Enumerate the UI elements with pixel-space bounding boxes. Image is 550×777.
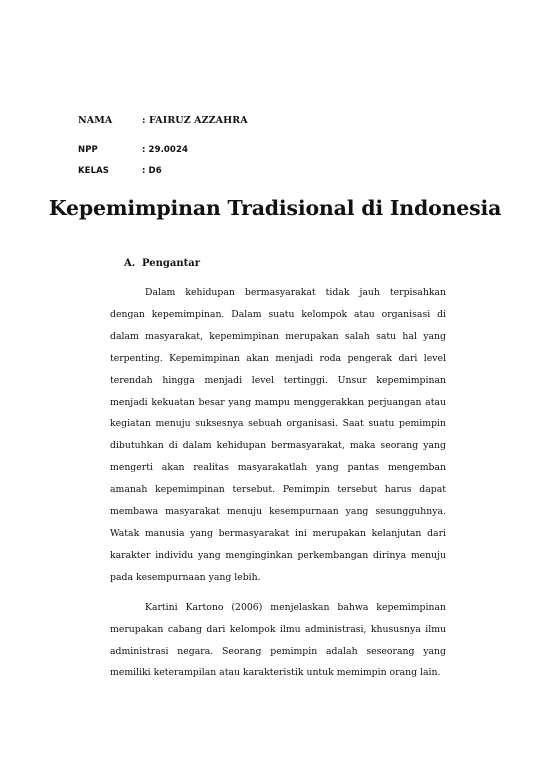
identity-row-name: [78, 110, 478, 130]
npp-value: : 29.0024: [142, 145, 188, 155]
paragraph-1: Dalam kehidupan bermasyarakat tidak jauh terpisahkan dengan kepemimpinan. Dalam suatu kelompok atau organisasi di dalam masyarakat, kepemimpinan merupakan salah satu hal yang terpenting. Kepemimpinan akan menjadi roda pengerak dari level terendah hingga menjadi level tertinggi. Unsur kepemimpinan menjadi kekuatan besar yang mampu menggerakkan perjuangan atau kegiatan menuju suksesnya sebuah organisasi. Saat suatu pemimpin dibutuhkan di dalam kehidupan bermasyarakat, maka seorang yang mengerti akan realitas masyarakatlah yang pantas mengemban amanah kepemimpinan tersebut. Pemimpin tersebut harus dapat membawa masyarakat menuju kesempurnaan yang sesungguhnya. Watak manusia yang bermasyarakat ini merupakan kelanjutan dari karakter individu yang menginginkan perkembangan dirinya menuju pada kesempurnaan yang lebih.: [110, 287, 446, 583]
paragraph-2: Kartini Kartono (2006) menjelaskan bahwa kepemimpinan merupakan cabang dari kelompok ilmu administrasi, khususnya ilmu administrasi negara. Seorang pemimpin adalah seseorang yang memiliki keterampilan atau karakteristik untuk memimpin orang lain.: [110, 601, 446, 679]
identity-row-kelas: [78, 162, 478, 180]
section-number: A.: [124, 258, 136, 269]
document-title: Kepemimpinan Tradisional di Indonesia: [48, 196, 502, 220]
section-heading: [124, 258, 200, 269]
body-text: [110, 282, 446, 684]
name-label: NAMA: [78, 114, 113, 126]
student-identity: [78, 110, 478, 180]
identity-row-npp: [78, 141, 478, 159]
kelas-value: : D6: [142, 166, 162, 176]
npp-label: NPP: [78, 145, 98, 155]
kelas-label: KELAS: [78, 166, 110, 176]
section-title: Pengantar: [142, 258, 200, 269]
name-value: : FAIRUZ AZZAHRA: [142, 114, 248, 126]
